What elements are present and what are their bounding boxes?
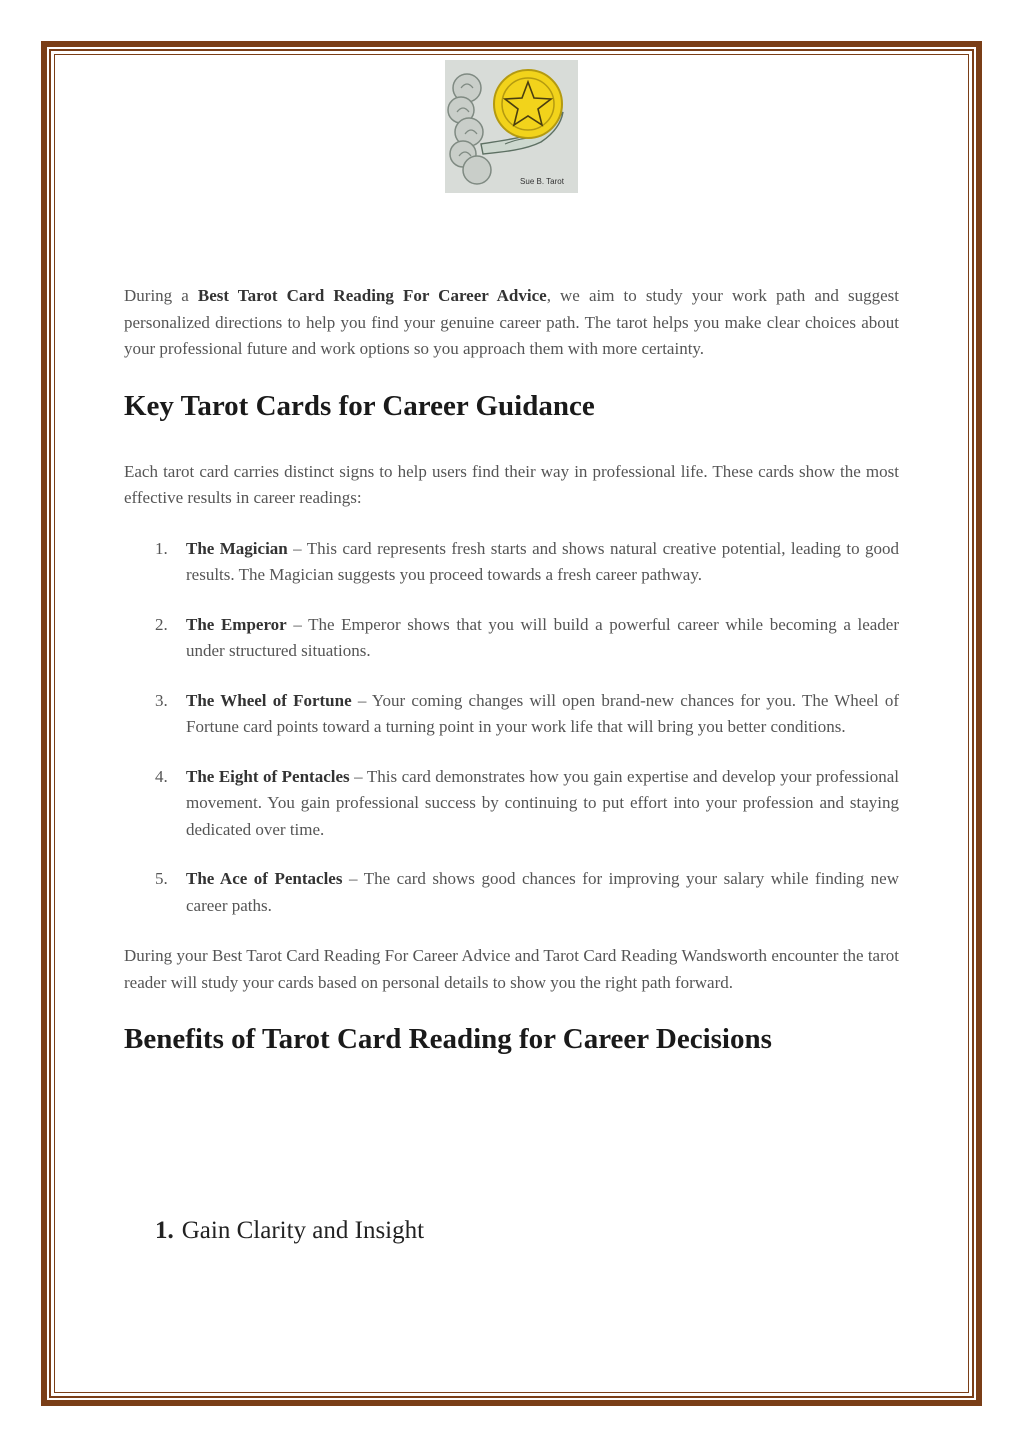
card-name: The Wheel of Fortune	[186, 690, 352, 710]
list-item	[124, 866, 899, 919]
list-item	[124, 612, 899, 665]
career-cards-list	[124, 536, 899, 920]
ace-of-pentacles-icon	[445, 60, 578, 193]
card-name: The Eight of Pentacles	[186, 766, 350, 786]
card-description: – Your coming changes will open brand-new chances for you. The Wheel of Fortune card points toward a turning point in your work life that will bring you better conditions.	[186, 690, 899, 736]
list-item	[124, 688, 899, 741]
intro-text-after: , we aim to study your work path and suggest personalized directions to help you find your genuine career path. The tarot helps you make clear choices about your professional future and work options so you approach them with more certainty.	[124, 286, 899, 358]
document-body	[124, 283, 899, 1056]
card-description: – The Emperor shows that you will build a powerful career while becoming a leader under structured situations.	[186, 614, 900, 660]
intro-text-before: During a	[124, 286, 198, 305]
list-item	[124, 764, 899, 844]
heading-benefits: Benefits of Tarot Card Reading for Career Decisions	[124, 1023, 772, 1055]
intro-bold-link-text: Best Tarot Card Reading For Career Advice	[197, 286, 547, 305]
logo-caption: Sue B. Tarot	[520, 177, 564, 186]
list-item-number: 4.	[155, 766, 168, 786]
benefit-number: 1.	[155, 1217, 174, 1244]
sue-b-tarot-logo	[445, 60, 578, 193]
list-item-number: 1.	[155, 538, 168, 558]
list-item-number: 2.	[155, 614, 168, 634]
list-item-number: 3.	[155, 690, 168, 710]
cards-lead-paragraph: Each tarot card carries distinct signs to help users find their way in professional life. These cards show the most effective results in career readings:	[124, 461, 899, 507]
card-description: – The card shows good chances for improving your salary while finding new career paths.	[186, 869, 899, 915]
benefit-label: Gain Clarity and Insight	[181, 1217, 425, 1244]
closing-paragraph: During your Best Tarot Card Reading For Career Advice and Tarot Card Reading Wandsworth encounter the tarot reader will study your cards based on personal details to show you the right path forward.	[124, 946, 899, 992]
card-name: The Ace of Pentacles	[186, 869, 343, 888]
list-item-number: 5.	[155, 869, 168, 888]
card-name: The Emperor	[186, 614, 287, 634]
list-item	[124, 536, 899, 589]
card-description: – This card demonstrates how you gain expertise and develop your professional movement. You gain professional success by continuing to put effort into your profession and staying dedicated over time.	[186, 766, 900, 839]
intro-paragraph	[124, 283, 899, 363]
heading-key-tarot-cards: Key Tarot Cards for Career Guidance	[124, 389, 595, 422]
card-name: The Magician	[186, 538, 288, 558]
benefit-item-1	[155, 1214, 424, 1248]
card-description: – This card represents fresh starts and shows natural creative potential, leading to good results. The Magician suggests you proceed towards a fresh career pathway.	[186, 538, 899, 584]
